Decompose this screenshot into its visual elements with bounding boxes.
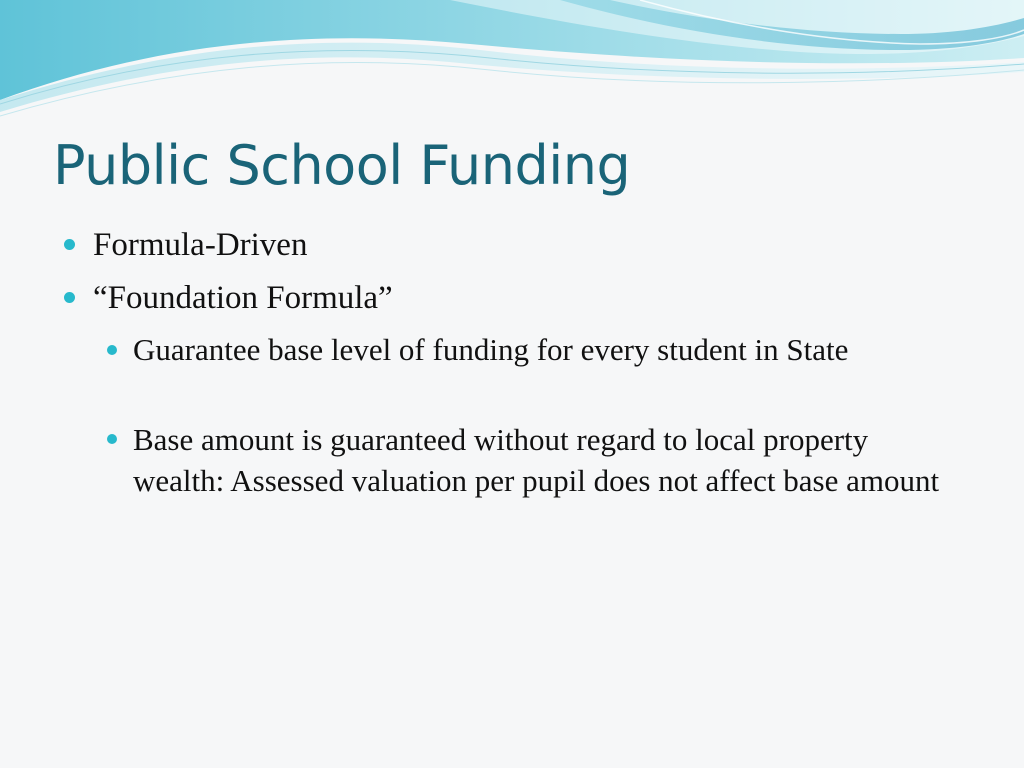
bullet-dot-icon <box>64 239 75 250</box>
slide-title: Public School Funding <box>53 134 631 197</box>
bullet-item-1: Formula-Driven <box>93 227 308 263</box>
sub-bullet-item-2: Base amount is guaranteed without regard to local property wealth: Assessed valuation per pupil does not affect base amount <box>133 422 940 498</box>
sub-bullet-dot-icon <box>107 345 117 355</box>
bullet-item-2: “Foundation Formula” <box>93 280 393 316</box>
bullet-dot-icon <box>64 292 75 303</box>
sub-bullet-item-1: Guarantee base level of funding for every student in State <box>133 332 849 367</box>
sub-bullet-dot-icon <box>107 434 117 444</box>
